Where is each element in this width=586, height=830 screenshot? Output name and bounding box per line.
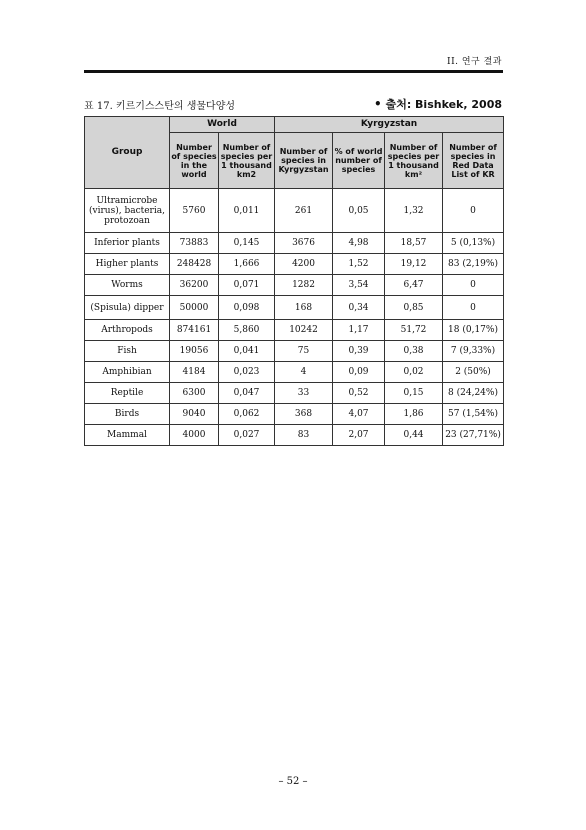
kg-species-cell: 83 [275, 425, 333, 446]
world-species-cell: 4184 [170, 362, 219, 383]
world-species-cell: 36200 [170, 275, 219, 296]
kg-per-km2-cell: 0,44 [385, 425, 443, 446]
biodiversity-table [84, 116, 504, 446]
kg-per-km2-cell: 0,15 [385, 383, 443, 404]
kg-per-km2-cell: 6,47 [385, 275, 443, 296]
kg-species-cell: 1282 [275, 275, 333, 296]
world-per-km2-cell: 0,027 [219, 425, 275, 446]
kg-species-cell: 368 [275, 404, 333, 425]
red-data-cell: 8 (24,24%) [443, 383, 504, 404]
world-per-km2-cell: 0,145 [219, 233, 275, 254]
pct-world-cell: 3,54 [333, 275, 385, 296]
red-data-cell: 7 (9,33%) [443, 341, 504, 362]
table-row [85, 341, 504, 362]
kg-species-cell: 75 [275, 341, 333, 362]
group-cell: Ultramicrobe (virus), bacteria, protozoan [85, 189, 170, 233]
world-per-km2-cell: 0,023 [219, 362, 275, 383]
col-header-kg-per-km2: Number of species per 1 thousand km² [385, 133, 443, 189]
kg-species-cell: 4200 [275, 254, 333, 275]
table-row [85, 425, 504, 446]
pct-world-cell: 4,07 [333, 404, 385, 425]
group-cell: Worms [85, 275, 170, 296]
red-data-cell: 57 (1,54%) [443, 404, 504, 425]
group-cell: Fish [85, 341, 170, 362]
kg-per-km2-cell: 1,32 [385, 189, 443, 233]
kg-species-cell: 10242 [275, 320, 333, 341]
pct-world-cell: 2,07 [333, 425, 385, 446]
table-row [85, 233, 504, 254]
red-data-cell: 2 (50%) [443, 362, 504, 383]
col-header-kg-species: Number of species in Kyrgyzstan [275, 133, 333, 189]
group-cell: Mammal [85, 425, 170, 446]
red-data-cell: 0 [443, 189, 504, 233]
pct-world-cell: 0,09 [333, 362, 385, 383]
pct-world-cell: 0,52 [333, 383, 385, 404]
table-row [85, 254, 504, 275]
kg-per-km2-cell: 19,12 [385, 254, 443, 275]
group-cell: Birds [85, 404, 170, 425]
world-species-cell: 73883 [170, 233, 219, 254]
table-row [85, 296, 504, 320]
group-cell: Inferior plants [85, 233, 170, 254]
pct-world-cell: 0,39 [333, 341, 385, 362]
table-caption: 표 17. 키르기스스탄의 생물다양성 [84, 101, 236, 112]
red-data-cell: 0 [443, 296, 504, 320]
red-data-cell: 18 (0,17%) [443, 320, 504, 341]
kg-species-cell: 3676 [275, 233, 333, 254]
kg-per-km2-cell: 18,57 [385, 233, 443, 254]
top-rule [84, 70, 503, 73]
kg-per-km2-cell: 51,72 [385, 320, 443, 341]
group-header: Group [85, 117, 170, 189]
group-cell: (Spisula) dipper [85, 296, 170, 320]
red-data-cell: 5 (0,13%) [443, 233, 504, 254]
group-cell: Arthropods [85, 320, 170, 341]
pct-world-cell: 0,34 [333, 296, 385, 320]
world-per-km2-cell: 0,011 [219, 189, 275, 233]
kg-species-cell: 168 [275, 296, 333, 320]
pct-world-cell: 4,98 [333, 233, 385, 254]
table-source [374, 96, 502, 112]
world-species-cell: 19056 [170, 341, 219, 362]
kg-per-km2-cell: 0,38 [385, 341, 443, 362]
pct-world-cell: 1,17 [333, 320, 385, 341]
kyrgyzstan-header: Kyrgyzstan [275, 117, 504, 133]
red-data-cell: 23 (27,71%) [443, 425, 504, 446]
world-per-km2-cell: 0,041 [219, 341, 275, 362]
table-row [85, 189, 504, 233]
red-data-cell: 0 [443, 275, 504, 296]
world-species-cell: 5760 [170, 189, 219, 233]
table-row [85, 275, 504, 296]
pct-world-cell: 0,05 [333, 189, 385, 233]
table-row [85, 383, 504, 404]
col-header-world-species: Number of species in the world [170, 133, 219, 189]
col-header-world-per-km2: Number of species per 1 thousand km2 [219, 133, 275, 189]
kg-per-km2-cell: 0,85 [385, 296, 443, 320]
world-per-km2-cell: 0,047 [219, 383, 275, 404]
kg-species-cell: 33 [275, 383, 333, 404]
page-number: – 52 – [278, 776, 308, 787]
group-cell: Reptile [85, 383, 170, 404]
group-cell: Higher plants [85, 254, 170, 275]
world-per-km2-cell: 5,860 [219, 320, 275, 341]
red-data-cell: 83 (2,19%) [443, 254, 504, 275]
kg-species-cell: 4 [275, 362, 333, 383]
world-species-cell: 4000 [170, 425, 219, 446]
world-per-km2-cell: 0,071 [219, 275, 275, 296]
col-header-red-data: Number of species in Red Data List of KR [443, 133, 504, 189]
source-text: 출처: Bishkek, 2008 [385, 98, 502, 111]
world-per-km2-cell: 0,098 [219, 296, 275, 320]
table-row [85, 320, 504, 341]
kg-per-km2-cell: 0,02 [385, 362, 443, 383]
kg-species-cell: 261 [275, 189, 333, 233]
source-bullet: • [374, 97, 382, 111]
table-row [85, 404, 504, 425]
world-species-cell: 9040 [170, 404, 219, 425]
world-species-cell: 874161 [170, 320, 219, 341]
world-species-cell: 50000 [170, 296, 219, 320]
world-header: World [170, 117, 275, 133]
world-species-cell: 248428 [170, 254, 219, 275]
world-species-cell: 6300 [170, 383, 219, 404]
running-head: II. 연구 결과 [447, 57, 502, 67]
group-cell: Amphibian [85, 362, 170, 383]
world-per-km2-cell: 0,062 [219, 404, 275, 425]
kg-per-km2-cell: 1,86 [385, 404, 443, 425]
pct-world-cell: 1,52 [333, 254, 385, 275]
col-header-pct-world: % of world number of species [333, 133, 385, 189]
world-per-km2-cell: 1,666 [219, 254, 275, 275]
table-row [85, 362, 504, 383]
